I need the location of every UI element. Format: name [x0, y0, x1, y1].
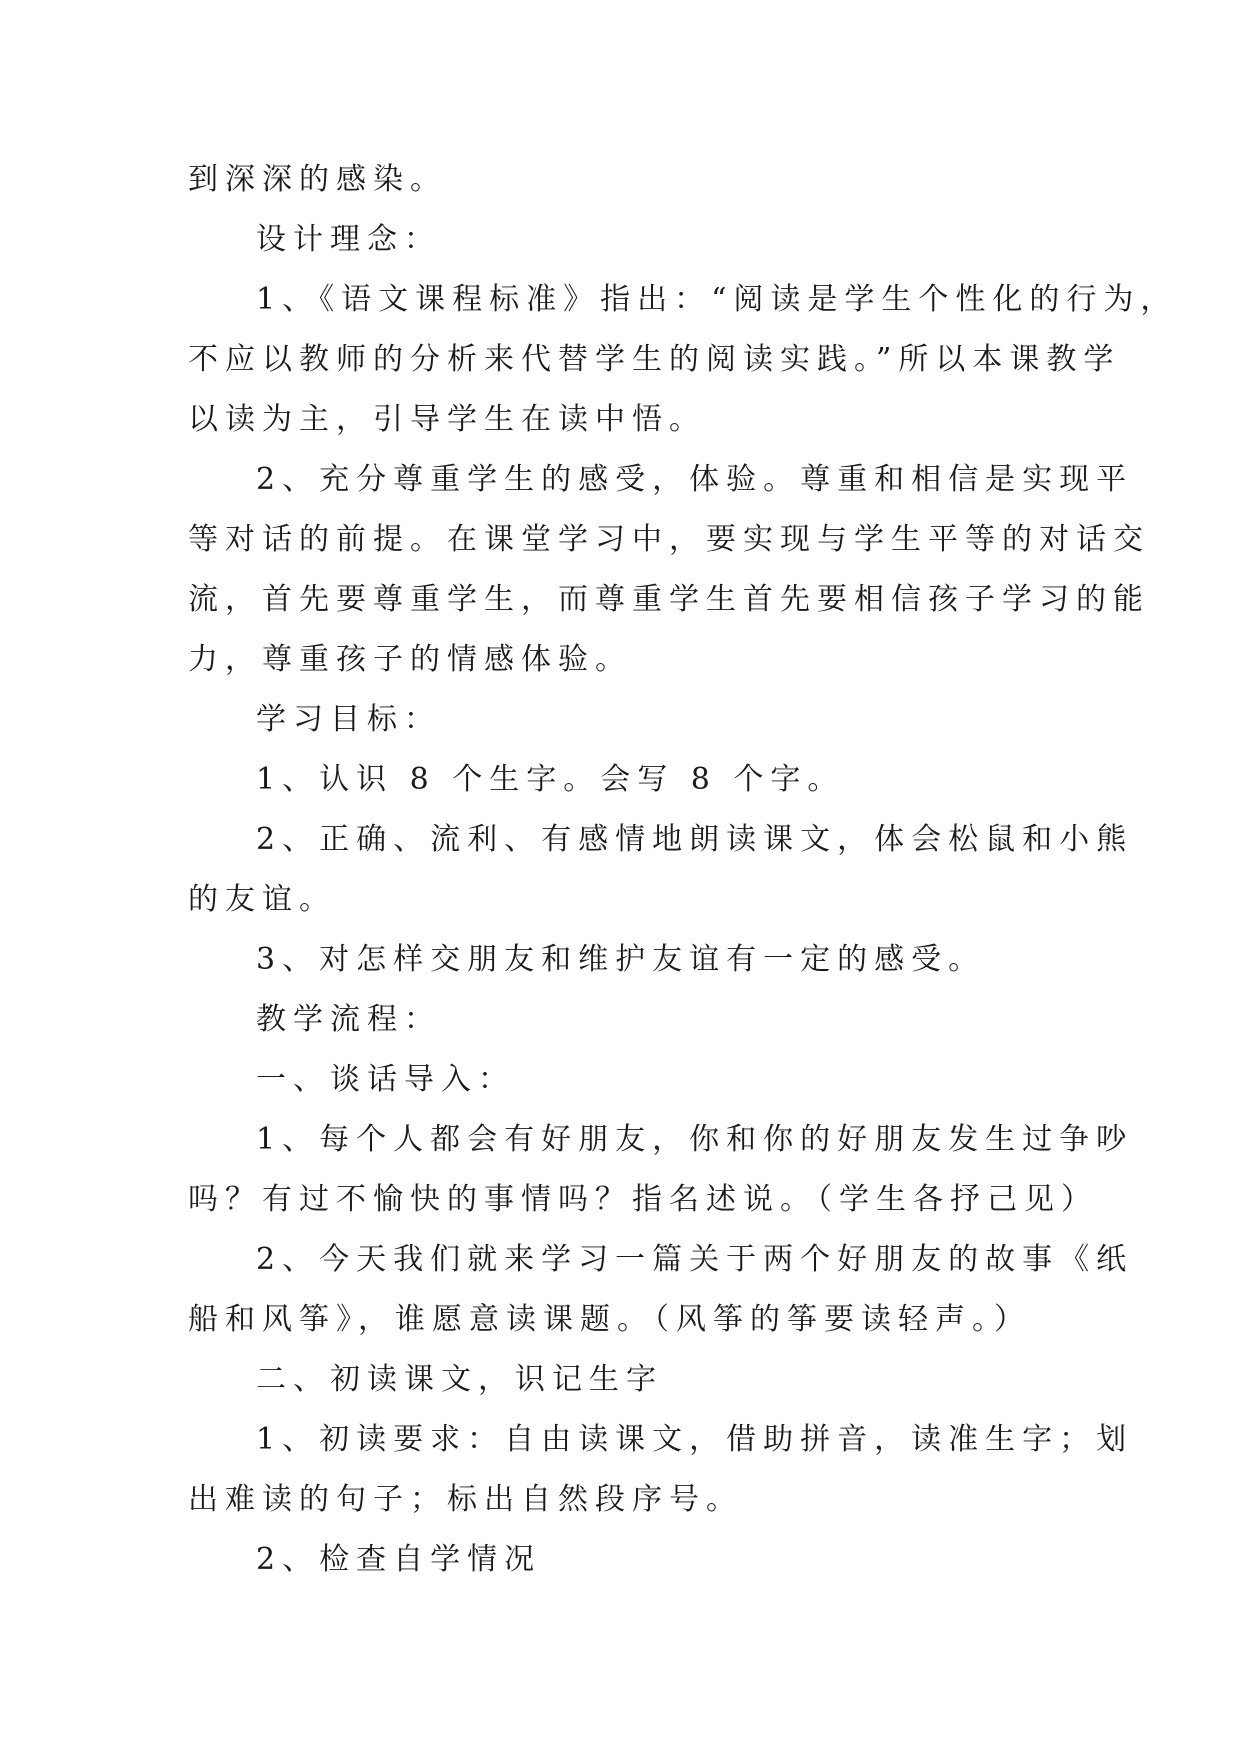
text-line: 不应以教师的分析来代替学生的阅读实践。”所以本课教学 [188, 342, 1121, 377]
text-line: 3、对怎样交朋友和维护友谊有一定的感受。 [256, 942, 986, 977]
text-line: 出难读的句子；标出自然段序号。 [188, 1482, 743, 1517]
text-line: 到深深的感染。 [188, 162, 447, 197]
text-line: 以读为主，引导学生在读中悟。 [188, 402, 706, 437]
text-line: 设计理念： [256, 222, 441, 257]
text-line: 2、正确、流利、有感情地朗读课文，体会松鼠和小熊 [256, 822, 1134, 857]
text-line: 1、认识 8 个生字。会写 8 个字。 [256, 762, 845, 797]
text-line: 船和风筝》，谁愿意读课题。（风筝的筝要读轻声。） [188, 1302, 1031, 1337]
text-line: 1、《语文课程标准》指出：“阅读是学生个性化的行为， [256, 282, 1178, 317]
text-line: 等对话的前提。在课堂学习中，要实现与学生平等的对话交 [188, 522, 1150, 557]
text-line: 一、谈话导入： [256, 1062, 515, 1097]
text-line: 的友谊。 [188, 882, 336, 917]
text-line: 1、初读要求：自由读课文，借助拼音，读准生字；划 [256, 1422, 1134, 1457]
text-line: 力，尊重孩子的情感体验。 [188, 642, 632, 677]
text-line: 2、今天我们就来学习一篇关于两个好朋友的故事《纸 [256, 1242, 1134, 1277]
text-line: 教学流程： [256, 1002, 441, 1037]
text-line: 二、初读课文，识记生字 [256, 1362, 663, 1397]
text-line: 学习目标： [256, 702, 441, 737]
text-line: 2、充分尊重学生的感受，体验。尊重和相信是实现平 [256, 462, 1134, 497]
text-line: 吗？有过不愉快的事情吗？指名述说。（学生各抒己见） [188, 1182, 1098, 1217]
text-line: 流，首先要尊重学生，而尊重学生首先要相信孩子学习的能 [188, 582, 1150, 617]
document-body [188, 150, 1178, 1590]
document-page [188, 150, 1178, 1590]
text-line: 2、检查自学情况 [256, 1542, 542, 1577]
text-line: 1、每个人都会有好朋友，你和你的好朋友发生过争吵 [256, 1122, 1134, 1157]
